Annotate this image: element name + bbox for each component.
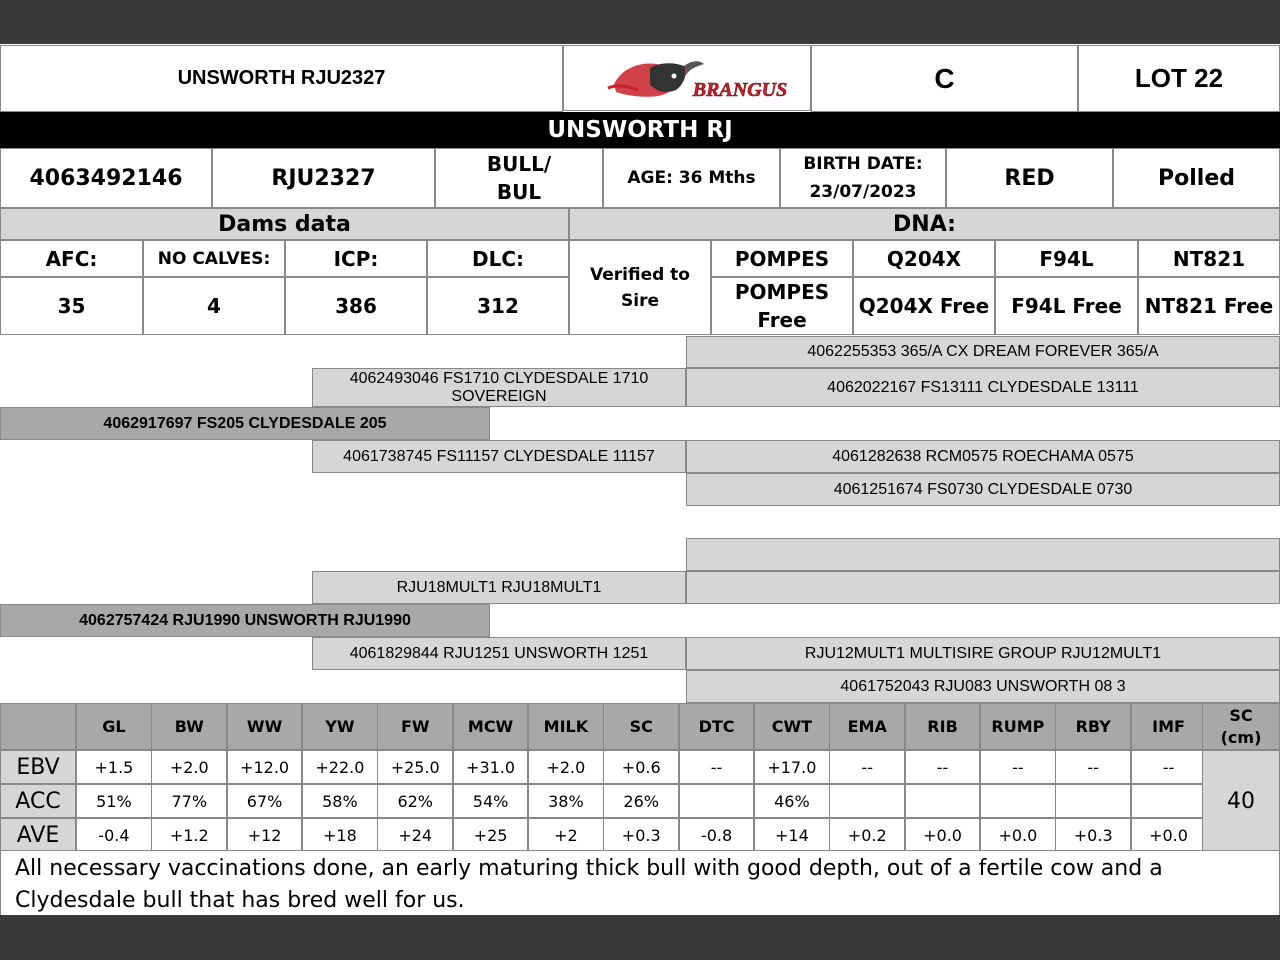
ebv-value-cell-text: +0.6: [621, 757, 661, 777]
icp-value-text: 386: [335, 294, 377, 318]
ebv-value-cell: [151, 818, 227, 852]
pedigree-text: RJU18MULT1 RJU18MULT1: [396, 578, 602, 596]
ebv-column-header: [829, 703, 905, 750]
ebv-value-cell-text: +2.0: [546, 757, 586, 777]
calves-value: [143, 277, 285, 335]
pedigree-text: 4061752043 RJU083 UNSWORTH 08 3: [840, 677, 1126, 695]
ebv-column-header: [151, 703, 227, 750]
ebv-value-cell: [980, 784, 1056, 818]
dna-test-name: [995, 240, 1138, 277]
ebv-value-cell-text: --: [1012, 757, 1024, 777]
ebv-column-header-text: MCW: [467, 717, 514, 736]
ebv-value-cell-text: +2: [554, 825, 578, 845]
pedigree-text: 4061251674 FS0730 CLYDESDALE 0730: [833, 480, 1133, 498]
animal-sex-line2: BUL: [496, 180, 542, 204]
ebv-table: [0, 703, 1280, 850]
ebv-value-cell: [453, 784, 529, 818]
birth-date-label: BIRTH DATE:: [803, 154, 923, 174]
ebv-value-cell: [76, 750, 152, 784]
ebv-value-cell-text: +14: [775, 825, 809, 845]
ebv-sc-value-text: 40: [1227, 788, 1255, 814]
ebv-value-cell: [377, 784, 453, 818]
dlc-value: [427, 277, 569, 335]
afc-label: [0, 240, 143, 277]
dna-test-name-text: NT821: [1172, 246, 1246, 271]
ebv-value-cell: [679, 784, 755, 818]
dna-verified-line2: Sire: [621, 290, 659, 311]
ebv-value-cell: [1131, 750, 1207, 784]
brangus-logo: [563, 45, 811, 111]
ebv-column-header: [302, 703, 378, 750]
dna-result-line1: NT821 Free: [1144, 294, 1274, 318]
ebv-value-cell: [453, 750, 529, 784]
ebv-value-cell: [603, 750, 679, 784]
animal-sex: [435, 148, 603, 208]
dams-section-title: Dams data: [218, 211, 351, 237]
pedigree-dam-dam-sire: [686, 637, 1280, 670]
ebv-value-cell: [528, 784, 604, 818]
ebv-value-cell-text: +0.2: [847, 825, 887, 845]
ebv-column-header-text: RIB: [927, 717, 958, 736]
ebv-column-header: [603, 703, 679, 750]
ebv-value-cell-text: +12: [247, 825, 282, 845]
ebv-value-cell: [528, 750, 604, 784]
dna-result-line1: POMPES: [734, 280, 830, 304]
ebv-column-header: [754, 703, 830, 750]
ebv-value-cell-text: 67%: [246, 791, 283, 811]
ebv-column-header-text: DTC: [698, 717, 735, 736]
ebv-column-header: [227, 703, 303, 750]
lot-number-text: LOT 22: [1134, 63, 1224, 93]
pedigree-sire: [0, 407, 490, 440]
pedigree-dam-sire: [312, 571, 686, 604]
ebv-value-cell: [227, 750, 303, 784]
ebv-column-header-text: IMF: [1152, 717, 1185, 736]
ebv-sc-value: [1202, 750, 1280, 852]
ebv-column-header-text: MILK: [543, 717, 589, 736]
ebv-value-cell-text: --: [936, 757, 949, 777]
afc-label-text: AFC:: [45, 246, 98, 271]
ebv-column-header: [76, 703, 152, 750]
pedigree-sire-sire-dam: [686, 368, 1280, 407]
pedigree-dam-sire-sire: [686, 538, 1280, 571]
pedigree-dam-dam: [312, 637, 686, 670]
icp-label: [285, 240, 427, 277]
ebv-value-cell-text: --: [1087, 757, 1099, 777]
ebv-value-cell-text: +0.3: [1073, 825, 1113, 845]
dna-result-line1: F94L Free: [1011, 294, 1122, 318]
animal-colour-text: RED: [1004, 165, 1055, 191]
ebv-value-cell: [603, 818, 679, 852]
lot-name: [0, 45, 563, 112]
grade-text: C: [934, 62, 955, 94]
ebv-value-cell: [679, 818, 755, 852]
ebv-value-cell-text: +0.3: [621, 825, 661, 845]
pedigree-text: 4061738745 FS11157 CLYDESDALE 11157: [343, 447, 655, 465]
animal-sex-line1: BULL/: [486, 152, 552, 176]
ebv-value-cell: [302, 750, 378, 784]
ebv-column-header: [528, 703, 604, 750]
ebv-column-header-text: EMA: [847, 717, 887, 736]
ebv-value-cell: [1055, 784, 1131, 818]
dna-test-name-text: F94L: [1039, 246, 1094, 271]
ebv-column-header: [980, 703, 1056, 750]
ebv-row-label-text: AVE: [16, 822, 60, 848]
ebv-column-header: [1131, 703, 1207, 750]
ebv-column-header-text: RUMP: [991, 717, 1045, 736]
pedigree-sire-dam-dam: [686, 473, 1280, 506]
ebv-sc-header-text: (cm): [1220, 727, 1262, 747]
dna-result-line2: Free: [757, 308, 807, 332]
ebv-value-cell: [227, 818, 303, 852]
dlc-value-text: 312: [477, 294, 519, 318]
pedigree-text: 4062493046 FS1710 CLYDESDALE 1710 SOVEREIGN: [349, 369, 649, 405]
ebv-value-cell-text: --: [1162, 757, 1175, 777]
calves-label: [143, 240, 285, 277]
ebv-value-cell: [829, 750, 905, 784]
ebv-value-cell: [754, 750, 830, 784]
ebv-value-cell: [905, 818, 981, 852]
ebv-value-cell-text: +24: [398, 825, 433, 845]
ebv-row-label-text: ACC: [15, 788, 61, 814]
ebv-value-cell-text: +25: [473, 825, 508, 845]
ebv-value-cell-text: --: [861, 757, 873, 777]
ebv-corner-cell: [0, 703, 76, 750]
ebv-sc-header: [1202, 703, 1280, 750]
dna-test-result: [1138, 277, 1280, 335]
bottom-frame-bar: [0, 915, 1280, 960]
dlc-label-text: DLC:: [471, 246, 525, 271]
ebv-value-cell-text: +18: [323, 825, 357, 845]
ebv-row-label: [0, 750, 76, 784]
ebv-value-cell: [1055, 750, 1131, 784]
ebv-value-cell: [905, 750, 981, 784]
ebv-column-header-text: YW: [325, 717, 355, 736]
icp-value: [285, 277, 427, 335]
ebv-value-cell-text: 58%: [322, 791, 358, 811]
ebv-row-label: [0, 784, 76, 818]
dna-result-line1: Q204X Free: [858, 294, 990, 318]
dna-verified: [569, 240, 711, 335]
ebv-value-cell: [377, 818, 453, 852]
animal-tag: [212, 148, 435, 208]
pedigree-text: 4062917697 FS205 CLYDESDALE 205: [103, 414, 387, 432]
ebv-value-cell-text: 51%: [96, 791, 132, 811]
top-frame-bar: [0, 0, 1280, 44]
dna-test-name: [711, 240, 853, 277]
dams-section-header: [0, 208, 569, 240]
ebv-value-cell-text: +22.0: [315, 757, 365, 777]
ebv-row-label-text: EBV: [16, 754, 60, 780]
ebv-value-cell: [754, 784, 830, 818]
ebv-value-cell-text: +31.0: [466, 757, 516, 777]
calves-value-text: 4: [207, 294, 221, 318]
ebv-value-cell-text: -0.4: [98, 825, 130, 845]
ebv-value-cell: [603, 784, 679, 818]
ebv-value-cell-text: +12.0: [240, 757, 290, 777]
dna-test-name: [1138, 240, 1280, 277]
pedigree-text: 4061282638 RCM0575 ROECHAMA 0575: [832, 447, 1134, 465]
comments: [0, 850, 1280, 916]
ebv-value-cell-text: +2.0: [169, 757, 209, 777]
dna-section-header: [569, 208, 1280, 240]
icp-label-text: ICP:: [333, 246, 379, 271]
afc-value-text: 35: [57, 294, 86, 318]
birth-date: [780, 148, 946, 208]
animal-id-text: 4063492146: [29, 165, 183, 191]
pedigree-text: 4062255353 365/A CX DREAM FOREVER 365/A: [807, 343, 1159, 360]
animal-colour: [946, 148, 1113, 208]
pedigree-dam-sire-dam: [686, 571, 1280, 604]
ebv-column-header: [1055, 703, 1131, 750]
dna-test-name-text: Q204X: [886, 246, 962, 271]
ebv-value-cell-text: +17.0: [767, 757, 817, 777]
ebv-value-cell: [151, 784, 227, 818]
dna-test-name-text: POMPES: [734, 246, 830, 271]
ebv-value-cell: [528, 818, 604, 852]
animal-tag-text: RJU2327: [271, 165, 376, 191]
ebv-value-cell: [1131, 818, 1207, 852]
ebv-column-header: [377, 703, 453, 750]
ebv-value-cell: [1055, 818, 1131, 852]
ebv-value-cell: [829, 818, 905, 852]
breeder-title: [0, 112, 1280, 148]
ebv-column-header-text: BW: [174, 717, 204, 736]
ebv-value-cell: [1131, 784, 1207, 818]
pedigree-dam-dam-dam: [686, 670, 1280, 703]
ebv-column-header-text: RBY: [1075, 717, 1111, 736]
logo-wordmark: BRANGUS: [692, 79, 788, 101]
ebv-value-cell: [453, 818, 529, 852]
ebv-value-cell-text: 54%: [472, 791, 509, 811]
lot-number-cell: [1078, 45, 1280, 112]
ebv-value-cell-text: -0.8: [700, 825, 733, 845]
ebv-value-cell: [302, 818, 378, 852]
dna-test-result: [711, 277, 853, 335]
ebv-value-cell-text: --: [710, 757, 723, 777]
dna-test-result: [995, 277, 1138, 335]
grade-cell: [811, 45, 1078, 112]
ebv-value-cell: [151, 750, 227, 784]
ebv-value-cell: [980, 750, 1056, 784]
pedigree-sire-sire: [312, 368, 686, 407]
ebv-value-cell-text: +1.5: [94, 757, 134, 777]
ebv-sc-header-text: SC: [1229, 705, 1253, 725]
ebv-value-cell-text: 38%: [548, 791, 584, 811]
ebv-column-header: [453, 703, 529, 750]
pedigree-text: RJU12MULT1 MULTISIRE GROUP RJU12MULT1: [804, 644, 1162, 662]
ebv-value-cell-text: 26%: [623, 791, 659, 811]
ebv-value-cell: [980, 818, 1056, 852]
bull-head-icon: [564, 46, 810, 110]
pedigree-sire-dam: [312, 440, 686, 473]
animal-age: [603, 148, 780, 208]
pedigree-text: 4062757424 RJU1990 UNSWORTH RJU1990: [79, 611, 411, 629]
pedigree-text: 4062022167 FS13111 CLYDESDALE 13111: [827, 378, 1139, 396]
ebv-value-cell-text: +0.0: [998, 825, 1038, 845]
pedigree-sire-sire-sire: [686, 336, 1280, 368]
animal-horn-status: [1113, 148, 1280, 208]
pedigree-sire-dam-sire: [686, 440, 1280, 473]
animal-id: [0, 148, 212, 208]
ebv-value-cell-text: +0.0: [1149, 825, 1188, 845]
animal-age-text: AGE: 36 Mths: [627, 168, 756, 188]
ebv-value-cell-text: 77%: [171, 791, 208, 811]
ebv-value-cell: [829, 784, 905, 818]
pedigree-text: 4061829844 RJU1251 UNSWORTH 1251: [349, 644, 649, 662]
ebv-value-cell: [905, 784, 981, 818]
lot-name-text: UNSWORTH RJU2327: [177, 67, 386, 89]
ebv-column-header-text: CWT: [771, 717, 813, 736]
ebv-value-cell: [76, 784, 152, 818]
ebv-value-cell: [679, 750, 755, 784]
ebv-value-cell-text: +1.2: [169, 825, 209, 845]
ebv-value-cell: [302, 784, 378, 818]
ebv-value-cell: [377, 750, 453, 784]
ebv-value-cell: [754, 818, 830, 852]
ebv-column-header-text: GL: [102, 717, 126, 736]
calves-label-text: NO CALVES:: [157, 248, 271, 269]
dna-verified-line1: Verified to: [590, 264, 690, 285]
pedigree-dam: [0, 604, 490, 637]
ebv-column-header-text: FW: [400, 717, 430, 736]
ebv-value-cell-text: +25.0: [390, 757, 440, 777]
ebv-column-header-text: WW: [246, 717, 283, 736]
dna-test-result: [853, 277, 995, 335]
birth-date-value: 23/07/2023: [809, 182, 917, 202]
breeder-title-text: UNSWORTH RJ: [547, 117, 733, 143]
ebv-column-header: [905, 703, 981, 750]
dna-test-name: [853, 240, 995, 277]
ebv-column-header-text: SC: [629, 717, 653, 736]
ebv-value-cell-text: +0.0: [923, 825, 962, 845]
dlc-label: [427, 240, 569, 277]
dna-section-title: DNA:: [893, 211, 956, 237]
ebv-value-cell: [227, 784, 303, 818]
ebv-row-label: [0, 818, 76, 852]
ebv-value-cell-text: 46%: [774, 791, 810, 811]
ebv-value-cell: [76, 818, 152, 852]
afc-value: [0, 277, 143, 335]
comments-text: All necessary vaccinations done, an early maturing thick bull with good depth, out of a fertile cow and a Clydesdale bull that has bred well for us.: [15, 856, 1163, 913]
ebv-column-header: [679, 703, 755, 750]
ebv-value-cell-text: 62%: [397, 791, 433, 811]
animal-horn-text: Polled: [1158, 165, 1235, 191]
